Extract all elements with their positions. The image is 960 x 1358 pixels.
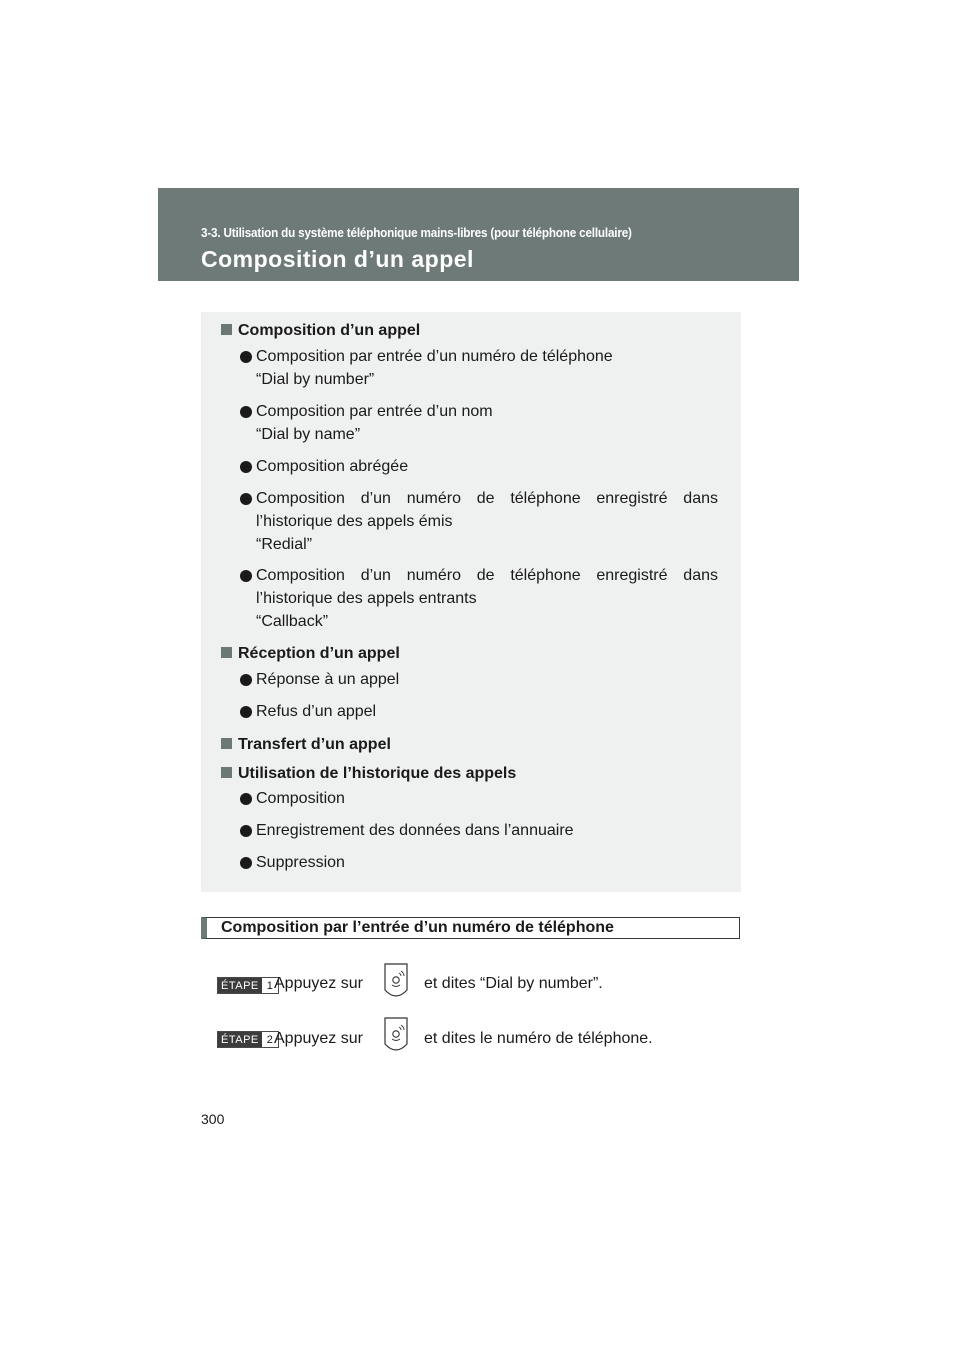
page-title: Composition d’un appel xyxy=(201,246,474,272)
callback-item-line2: l’historique des appels entrants xyxy=(256,590,477,607)
history-heading: Utilisation de l’historique des appels xyxy=(238,765,517,782)
bullet-dot-icon xyxy=(240,793,252,805)
bullet-dot-icon xyxy=(240,674,252,686)
bullet-dot-icon xyxy=(240,351,252,363)
subsection-heading xyxy=(201,917,740,939)
step-number: 1 xyxy=(262,978,278,993)
step-number: 2 xyxy=(262,1032,278,1047)
talk-switch-icon xyxy=(383,962,409,1006)
section-label: 3-3. Utilisation du système téléphonique mains-libres (pour téléphone cellulaire) xyxy=(201,225,632,240)
history-delete-item: Suppression xyxy=(256,854,345,871)
redial-command: “Redial” xyxy=(256,536,313,553)
summary-box xyxy=(201,312,741,892)
dial-name-item: Composition par entrée d’un nom xyxy=(256,403,493,420)
step-1-text-before: Appuyez sur xyxy=(274,975,363,992)
step-2-badge xyxy=(217,1031,279,1048)
step-1-badge xyxy=(217,977,279,994)
step-2-text-before: Appuyez sur xyxy=(274,1030,363,1047)
dial-number-item: Composition par entrée d’un numéro de téléphone xyxy=(256,348,613,365)
receive-heading: Réception d’un appel xyxy=(238,645,400,662)
step-1-text-after: et dites “Dial by number”. xyxy=(424,975,603,992)
step-2-text-after: et dites le numéro de téléphone. xyxy=(424,1030,653,1047)
bullet-dot-icon xyxy=(240,493,252,505)
square-bullet-icon xyxy=(221,647,232,658)
bullet-dot-icon xyxy=(240,825,252,837)
callback-command: “Callback” xyxy=(256,613,329,630)
history-dial-item: Composition xyxy=(256,790,345,807)
square-bullet-icon xyxy=(221,324,232,335)
talk-switch-icon xyxy=(383,1016,409,1060)
redial-item-line1: Composition d’un numéro de téléphone enregistré dans xyxy=(256,490,718,507)
square-bullet-icon xyxy=(221,767,232,778)
step-word: ÉTAPE xyxy=(218,1032,262,1047)
history-save-item: Enregistrement des données dans l’annuaire xyxy=(256,822,574,839)
bullet-dot-icon xyxy=(240,857,252,869)
speed-dial-item: Composition abrégée xyxy=(256,458,409,475)
redial-item-line2: l’historique des appels émis xyxy=(256,513,453,530)
callback-item-line1: Composition d’un numéro de téléphone enregistré dans xyxy=(256,567,718,584)
transfer-heading: Transfert d’un appel xyxy=(238,736,391,753)
step-word: ÉTAPE xyxy=(218,978,262,993)
dial-name-command: “Dial by name” xyxy=(256,426,361,443)
page-number: 300 xyxy=(201,1111,225,1127)
dial-number-command: “Dial by number” xyxy=(256,371,375,388)
bullet-dot-icon xyxy=(240,570,252,582)
bullet-dot-icon xyxy=(240,706,252,718)
square-bullet-icon xyxy=(221,738,232,749)
bullet-dot-icon xyxy=(240,461,252,473)
bullet-dot-icon xyxy=(240,406,252,418)
subsection-title: Composition par l’entrée d’un numéro de téléphone xyxy=(221,919,614,936)
answer-item: Réponse à un appel xyxy=(256,671,400,688)
composition-heading: Composition d’un appel xyxy=(238,322,421,339)
reject-item: Refus d’un appel xyxy=(256,703,377,720)
